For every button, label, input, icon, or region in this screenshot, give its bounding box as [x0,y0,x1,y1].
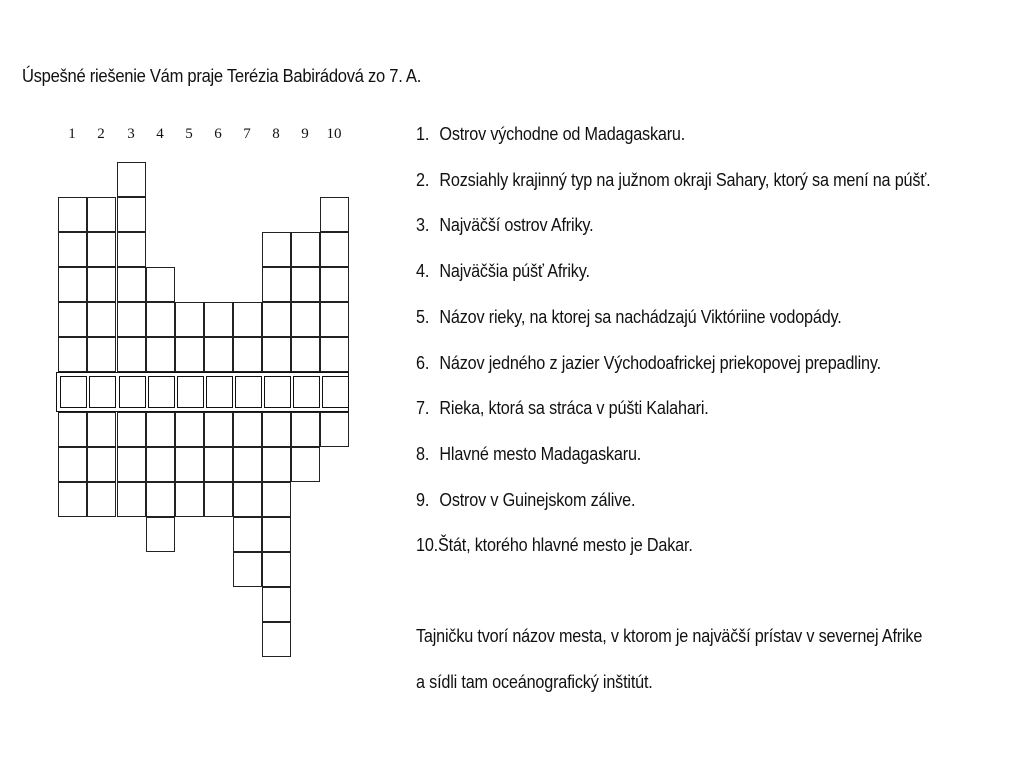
crossword-cell[interactable] [233,517,262,552]
column-number: 5 [185,126,193,142]
clue-number: 10. [416,535,438,556]
clue-item [416,307,842,328]
crossword-cell[interactable] [233,447,262,482]
clue-text: Najväčší ostrov Afriky. [439,215,594,236]
crossword-cell[interactable] [291,337,320,372]
clue-text: Rieka, ktorá sa stráca v púšti Kalahari. [439,398,709,419]
column-number: 9 [301,126,309,142]
clue-item [416,261,590,282]
crossword-cell[interactable] [117,197,146,232]
crossword-cell[interactable] [320,267,349,302]
crossword-cell[interactable] [146,267,175,302]
crossword-cell[interactable] [87,337,116,372]
crossword-cell[interactable] [204,412,233,447]
crossword-cell[interactable] [175,412,204,447]
column-number: 1 [68,126,76,142]
crossword-cell[interactable] [146,482,175,517]
crossword-cell[interactable] [233,337,262,372]
crossword-cell[interactable] [58,447,87,482]
crossword-cell[interactable] [87,302,116,337]
clue-number: 7. [416,398,430,419]
clue-number: 9. [416,489,430,510]
crossword-cell[interactable] [262,587,291,622]
crossword-cell[interactable] [262,232,291,267]
crossword-cell[interactable] [117,232,146,267]
crossword-cell[interactable] [204,337,233,372]
column-number: 6 [214,126,222,142]
clue-number: 1. [416,124,430,144]
crossword-cell[interactable] [146,447,175,482]
column-number: 4 [156,126,164,142]
crossword-cell[interactable] [87,197,116,232]
clue-text: Ostrov východne od Madagaskaru. [439,124,686,144]
crossword-cell[interactable] [175,447,204,482]
secret-answer-row [56,372,349,412]
crossword-cell[interactable] [233,482,262,517]
crossword-cell[interactable] [262,622,291,657]
secret-answer-cell[interactable] [206,376,233,408]
clue-item [416,490,635,511]
crossword-cell[interactable] [262,552,291,587]
secret-answer-cell[interactable] [119,376,146,408]
crossword-cell[interactable] [291,412,320,447]
crossword-cell[interactable] [262,302,291,337]
crossword-cell[interactable] [320,197,349,232]
crossword-cell[interactable] [320,302,349,337]
clue-text: Názov rieky, na ktorej sa nachádzajú Viktóriine vodopády. [439,306,842,327]
crossword-cell[interactable] [87,412,116,447]
crossword-cell[interactable] [146,517,175,552]
crossword-cell[interactable] [262,267,291,302]
column-number: 7 [243,126,251,142]
crossword-cell[interactable] [146,412,175,447]
column-number: 8 [272,126,280,142]
crossword-cell[interactable] [262,412,291,447]
crossword-cell[interactable] [117,302,146,337]
crossword-cell[interactable] [262,447,291,482]
secret-answer-cell[interactable] [235,376,262,408]
crossword-cell[interactable] [58,412,87,447]
column-number: 3 [127,126,135,142]
secret-answer-cell[interactable] [60,376,87,408]
crossword-cell[interactable] [117,337,146,372]
secret-answer-cell[interactable] [264,376,291,408]
crossword-cell[interactable] [146,337,175,372]
crossword-cell[interactable] [262,337,291,372]
clue-number: 2. [416,169,430,190]
clue-text: Štát, ktorého hlavné mesto je Dakar. [437,535,693,556]
clue-number: 3. [416,215,430,236]
crossword-cell[interactable] [58,302,87,337]
crossword-cell[interactable] [291,232,320,267]
crossword-cell[interactable] [262,517,291,552]
secret-answer-cell[interactable] [89,376,116,408]
secret-hint-line-1: Tajničku tvorí názov mesta, v ktorom je najväčší prístav v severnej Afrike [416,626,923,646]
crossword-cell[interactable] [233,302,262,337]
crossword-cell[interactable] [204,447,233,482]
secret-answer-cell[interactable] [293,376,320,408]
crossword-cell[interactable] [117,162,146,197]
clue-item [416,444,641,465]
clue-item [416,535,693,556]
crossword-cell[interactable] [291,302,320,337]
crossword-cell[interactable] [58,197,87,232]
crossword-cell[interactable] [233,552,262,587]
crossword-cell[interactable] [204,482,233,517]
secret-answer-cell[interactable] [148,376,175,408]
crossword-cell[interactable] [117,267,146,302]
crossword-cell[interactable] [233,412,262,447]
clue-item [416,124,685,145]
clue-number: 5. [416,306,430,327]
secret-hint-line-2: a sídli tam oceánografický inštitút. [416,672,653,692]
clue-text: Rozsiahly krajinný typ na južnom okraji Sahary, ktorý sa mení na púšť. [439,169,931,190]
crossword-cell[interactable] [320,337,349,372]
crossword-cell[interactable] [146,302,175,337]
column-number: 10 [326,126,342,142]
clue-text: Hlavné mesto Madagaskaru. [439,443,642,464]
crossword-cell[interactable] [117,447,146,482]
crossword-cell[interactable] [58,337,87,372]
crossword-cell[interactable] [175,302,204,337]
crossword-cell[interactable] [87,232,116,267]
clue-text: Najväčšia púšť Afriky. [439,261,590,282]
clue-text: Názov jedného z jazier Východoafrickej priekopovej prepadliny. [439,352,881,373]
crossword-cell[interactable] [87,447,116,482]
crossword-cell[interactable] [291,267,320,302]
crossword-cell[interactable] [175,337,204,372]
crossword-cell[interactable] [58,232,87,267]
clue-item [416,170,931,191]
crossword-cell[interactable] [58,482,87,517]
crossword-cell[interactable] [58,267,87,302]
clue-item [416,215,593,236]
column-number: 2 [97,126,105,142]
crossword-cell[interactable] [175,482,204,517]
crossword-cell[interactable] [291,447,320,482]
crossword-cell[interactable] [204,302,233,337]
crossword-cell[interactable] [320,412,349,447]
clue-number: 8. [416,443,430,464]
crossword-grid [0,0,400,700]
clue-number: 4. [416,261,430,282]
crossword-cell[interactable] [87,267,116,302]
secret-answer-cell[interactable] [322,376,349,408]
page-header: Úspešné riešenie Vám praje Terézia Babirádová zo 7. A. [22,66,422,86]
clue-item [416,353,881,374]
crossword-cell[interactable] [117,412,146,447]
crossword-cell[interactable] [117,482,146,517]
secret-answer-cell[interactable] [177,376,204,408]
clue-text: Ostrov v Guinejskom zálive. [439,489,636,510]
clue-number: 6. [416,352,430,373]
crossword-cell[interactable] [87,482,116,517]
crossword-cell[interactable] [320,232,349,267]
clue-item [416,398,709,419]
crossword-cell[interactable] [262,482,291,517]
